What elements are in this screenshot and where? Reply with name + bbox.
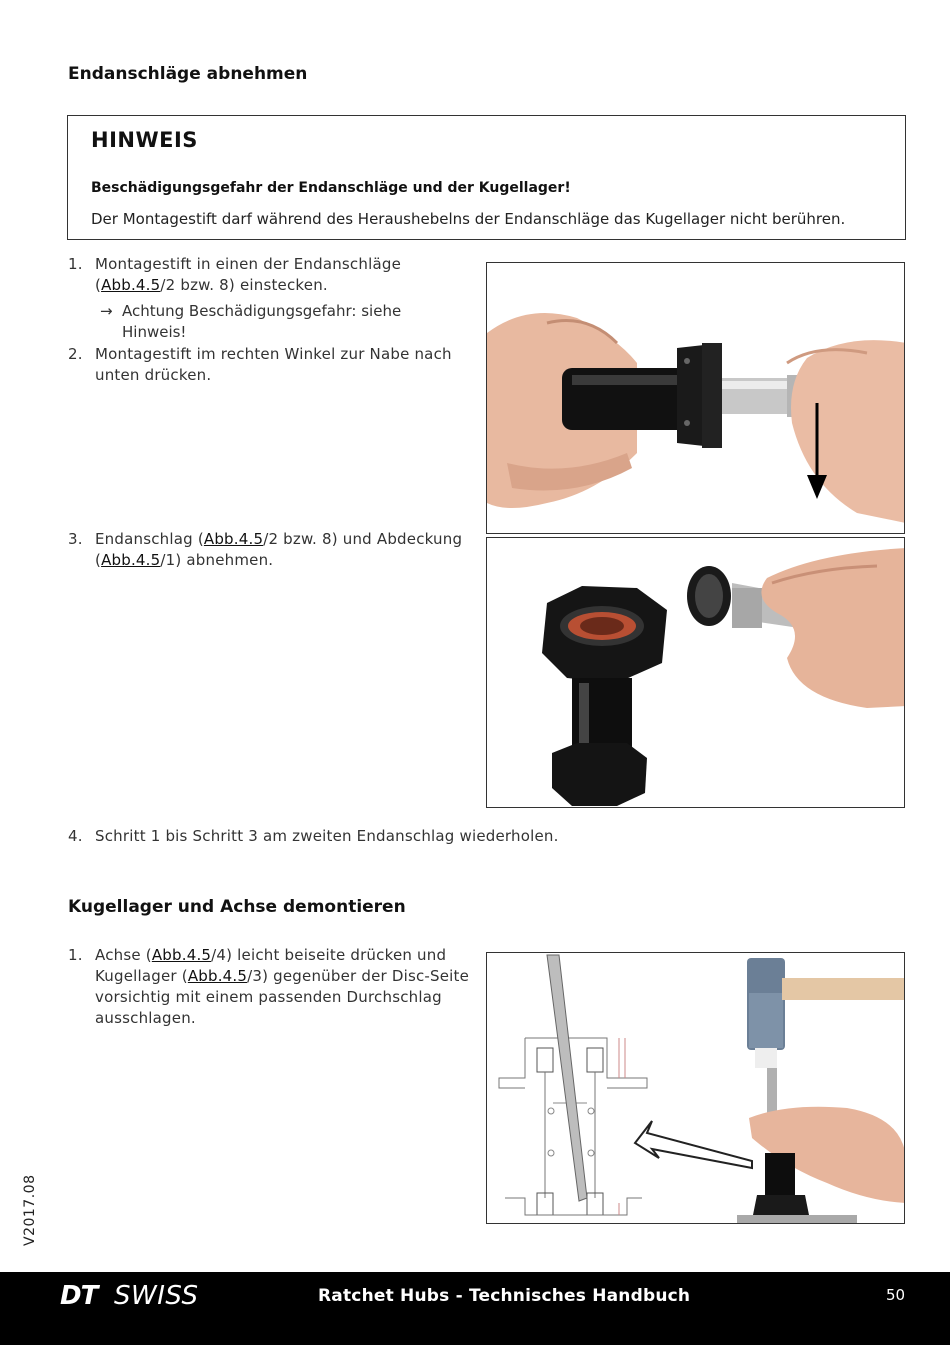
step-text: Montagestift in einen der Endanschläge — [95, 255, 401, 273]
step-item — [68, 344, 488, 388]
step-item: 3. Endanschlag (Abb.4.5/2 bzw. 8) und Abdeckung (Abb.4.5/1) abnehmen. — [68, 530, 463, 569]
step-item: 1. Montagestift in einen der Endanschläge (Abb.4.5/2 bzw. 8) einstecken. — [68, 255, 401, 294]
page-footer — [0, 1272, 950, 1345]
step-number: 1. — [68, 255, 83, 273]
hint-text: Achtung Beschädigungsgefahr: siehe Hinweis! — [122, 302, 402, 341]
notice-title: HINWEIS — [91, 128, 198, 152]
photo-drive-out-bearing — [486, 952, 905, 1224]
figure-link[interactable]: Abb.4.5 — [101, 276, 161, 294]
notice-body: Der Montagestift darf während des Heraushebelns der Endanschläge das Kugellager nicht berühren. — [91, 210, 846, 228]
page-number: 50 — [886, 1286, 906, 1304]
photo-remove-endcap — [486, 537, 905, 808]
step-number: 4. — [68, 827, 83, 845]
photo-insert-pin — [486, 262, 905, 534]
notice-box — [67, 115, 906, 240]
section-title: Endanschläge abnehmen — [68, 64, 308, 84]
figure-link[interactable]: Abb.4.5 — [203, 530, 264, 548]
section-title: Kugellager und Achse demontieren — [68, 897, 406, 917]
step-text: Montagestift im rechten Winkel zur Nabe nach unten drücken. — [95, 345, 452, 384]
hint-bullet — [100, 301, 440, 345]
figure-link[interactable]: Abb.4.5 — [187, 967, 248, 985]
step-text: vorsichtig mit einem passenden Durchschlag ausschlagen. — [95, 988, 442, 1027]
step-number: 2. — [68, 345, 83, 363]
footer-title: Ratchet Hubs - Technisches Handbuch — [318, 1286, 691, 1306]
step-text: Schritt 1 bis Schritt 3 am zweiten Endanschlag wiederholen. — [95, 827, 559, 845]
step-number: 1. — [68, 946, 83, 964]
step-number: 3. — [68, 530, 83, 548]
notice-subtitle: Beschädigungsgefahr der Endanschläge und der Kugellager! — [91, 180, 571, 196]
version-label: V2017.08 — [22, 1174, 38, 1246]
figure-link[interactable]: Abb.4.5 — [101, 551, 161, 569]
step-item: 1. Achse (Abb.4.5/4) leicht beiseite drücken und Kugellager (Abb.4.5/3) gegenüber der Disc-Seite vorsichtig mit einem passenden Durchschlag ausschlagen. — [68, 946, 470, 1027]
brand-logo-dt: DT — [60, 1281, 98, 1311]
arrow-right-icon: → — [100, 302, 113, 320]
step-item — [68, 826, 628, 848]
brand-logo-swiss: SWISS — [114, 1281, 199, 1311]
figure-link[interactable]: Abb.4.5 — [151, 946, 212, 964]
